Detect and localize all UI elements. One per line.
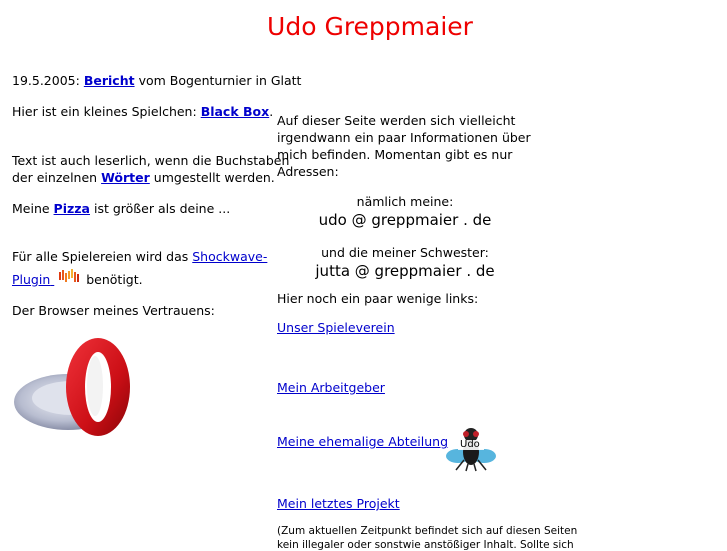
links-intro: Hier noch ein paar wenige links: — [277, 291, 479, 306]
bericht-link[interactable]: Bericht — [83, 73, 135, 88]
words-line-2 — [12, 170, 275, 185]
words-line-1: Text ist auch leserlich, wenn die Buchstaben — [12, 153, 290, 168]
intro-line-4: Adressen: — [277, 164, 339, 179]
page-title: Udo Greppmaier — [267, 12, 473, 41]
woerter-link[interactable]: Wörter — [101, 170, 150, 185]
spieleverein-link[interactable]: Unser Spieleverein — [277, 320, 395, 335]
sister-label: und die meiner Schwester: — [321, 245, 489, 260]
game-end: . — [269, 104, 274, 119]
news-line — [12, 73, 301, 88]
letztes-projekt-link[interactable]: Mein letztes Projekt — [277, 496, 400, 511]
game-text: Hier ist ein kleines Spielchen: — [12, 104, 197, 119]
plugin-post: benötigt. — [86, 272, 143, 287]
mine-email: udo @ greppmaier . de — [318, 211, 492, 229]
news-text: vom Bogenturnier in Glatt — [138, 73, 302, 88]
plugin-pre: Für alle Spielereien wird das — [12, 249, 189, 264]
sister-email: jutta @ greppmaier . de — [315, 262, 495, 280]
intro-line-2: irgendwann ein paar Informationen über — [277, 130, 531, 145]
shockwave-icon[interactable] — [58, 266, 82, 289]
intro-line-1: Auf dieser Seite werden sich vielleicht — [277, 113, 516, 128]
pizza-post: ist größer als deine ... — [93, 201, 231, 216]
plugin-line-2 — [12, 266, 143, 289]
words-pre: der einzelnen — [12, 170, 98, 185]
arbeitgeber-link[interactable]: Mein Arbeitgeber — [277, 380, 385, 395]
shockwave-link-part2[interactable]: Plugin — [12, 272, 51, 287]
pizza-pre: Meine — [12, 201, 50, 216]
shockwave-link-part1[interactable]: Shockwave- — [192, 249, 268, 264]
pizza-line — [12, 201, 230, 216]
opera-logo[interactable] — [12, 336, 134, 441]
fly-label: Udo — [460, 439, 480, 450]
pizza-link[interactable]: Pizza — [53, 201, 90, 216]
intro-line-3: mich befinden. Momentan gibt es nur — [277, 147, 513, 162]
mine-label: nämlich meine: — [356, 194, 454, 209]
words-post: umgestellt werden. — [153, 170, 275, 185]
news-date: 19.5.2005: — [12, 73, 80, 88]
browser-text: Der Browser meines Vertrauens: — [12, 303, 215, 318]
game-line — [12, 104, 273, 119]
plugin-line-1 — [12, 249, 267, 264]
black-box-link[interactable]: Black Box — [200, 104, 270, 119]
note-line-2: kein illegaler oder sonstwie anstößiger Inhalt. Sollte sich — [277, 539, 574, 551]
ehemalige-abteilung-link[interactable]: Meine ehemalige Abteilung — [277, 434, 449, 449]
note-line-1: (Zum aktuellen Zeitpunkt befindet sich auf diesen Seiten — [277, 525, 578, 537]
fly-udo-icon[interactable] — [444, 426, 498, 472]
